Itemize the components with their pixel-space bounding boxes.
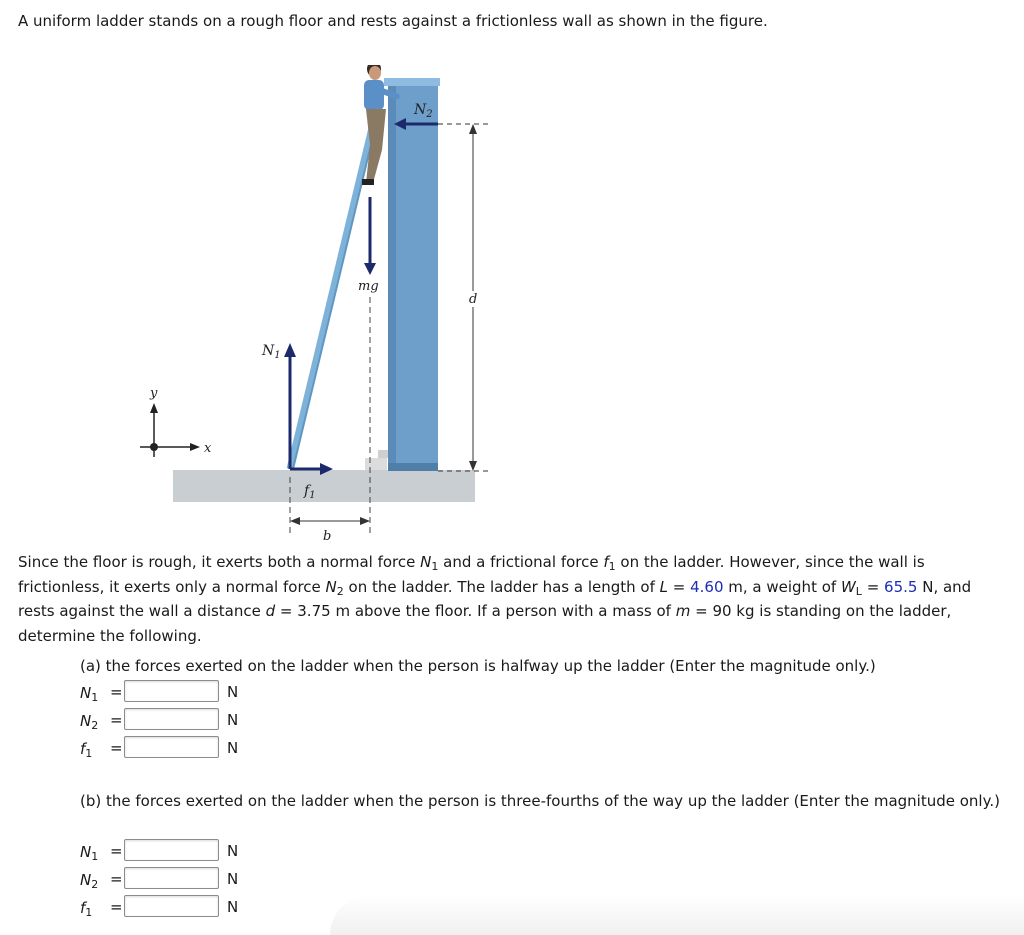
n2-label: $N_2$ bbox=[414, 102, 433, 120]
part-b-n1-input[interactable] bbox=[124, 839, 219, 861]
unit-label: N bbox=[227, 739, 239, 757]
bottom-shadow bbox=[330, 895, 1024, 935]
d-arrowhead-bottom bbox=[469, 461, 477, 471]
d-arrowhead-top bbox=[469, 124, 477, 134]
unit-label: N bbox=[227, 842, 239, 860]
wall-side bbox=[388, 83, 396, 471]
part-a-n1-row: $N_1$ = N bbox=[80, 680, 122, 706]
wall-base-step bbox=[365, 458, 387, 470]
part-a-f1-input[interactable] bbox=[124, 736, 219, 758]
x-label: x bbox=[204, 441, 212, 456]
part-a-f1-row: $f_1$ = N bbox=[80, 736, 122, 762]
unit-label: N bbox=[227, 870, 239, 888]
d-label: d bbox=[469, 292, 478, 307]
wall-base-line bbox=[388, 463, 438, 471]
part-a-n1-input[interactable] bbox=[124, 680, 219, 702]
n1-arrowhead bbox=[284, 343, 296, 357]
f1-label: $f_1$ bbox=[304, 483, 316, 501]
intro-text: A uniform ladder stands on a rough floor and rests against a frictionless wall as shown in the figure. bbox=[18, 12, 768, 30]
part-b-f1-row: $f_1$ = N bbox=[80, 895, 122, 921]
axis-origin bbox=[150, 443, 158, 451]
x-axis-arrowhead bbox=[190, 443, 200, 451]
n1-label: $N_1$ bbox=[262, 343, 281, 361]
ladder-figure bbox=[140, 65, 500, 545]
problem-paragraph: Since the floor is rough, it exerts both a normal force $N_1$ and a frictional force $f_1$ on the ladder. However, since the wall is frictionless, it exerts only a normal force $N_2$ on the ladder. The ladder has a length of L = 4.60 m, a weight of $W_L = 65.5$ N, and rests against the wall a distance d = 3.75 m above the floor. If a person with a mass of m = 90 kg is standing on the ladder, determine the following. bbox=[18, 553, 972, 645]
unit-label: N bbox=[227, 898, 239, 916]
mg-label: mg bbox=[358, 279, 379, 294]
b-label: b bbox=[323, 529, 332, 544]
part-a-heading: (a) the forces exerted on the ladder when the person is halfway up the ladder (Enter the magnitude only.) bbox=[80, 657, 876, 675]
part-b-n2-input[interactable] bbox=[124, 867, 219, 889]
weight-value: 65.5 bbox=[884, 577, 918, 596]
length-value: 4.60 bbox=[690, 577, 724, 596]
b-arrowhead-right bbox=[360, 517, 370, 525]
part-a-n2-row: $N_2$ = N bbox=[80, 708, 122, 734]
part-b-n2-row: $N_2$ = N bbox=[80, 867, 122, 893]
y-axis-arrowhead bbox=[150, 403, 158, 413]
unit-label: N bbox=[227, 683, 239, 701]
wall-base-step bbox=[378, 450, 388, 458]
mg-arrowhead bbox=[364, 263, 376, 275]
part-b-f1-input[interactable] bbox=[124, 895, 219, 917]
part-b-heading: (b) the forces exerted on the ladder when the person is three-fourths of the way up the ladder (Enter the magnitude only.) bbox=[80, 792, 1000, 810]
unit-label: N bbox=[227, 711, 239, 729]
y-label: y bbox=[150, 386, 158, 401]
b-arrowhead-left bbox=[290, 517, 300, 525]
part-b-n1-row: $N_1$ = N bbox=[80, 839, 122, 865]
part-a-n2-input[interactable] bbox=[124, 708, 219, 730]
wall-cap bbox=[384, 78, 440, 86]
floor bbox=[173, 470, 475, 502]
